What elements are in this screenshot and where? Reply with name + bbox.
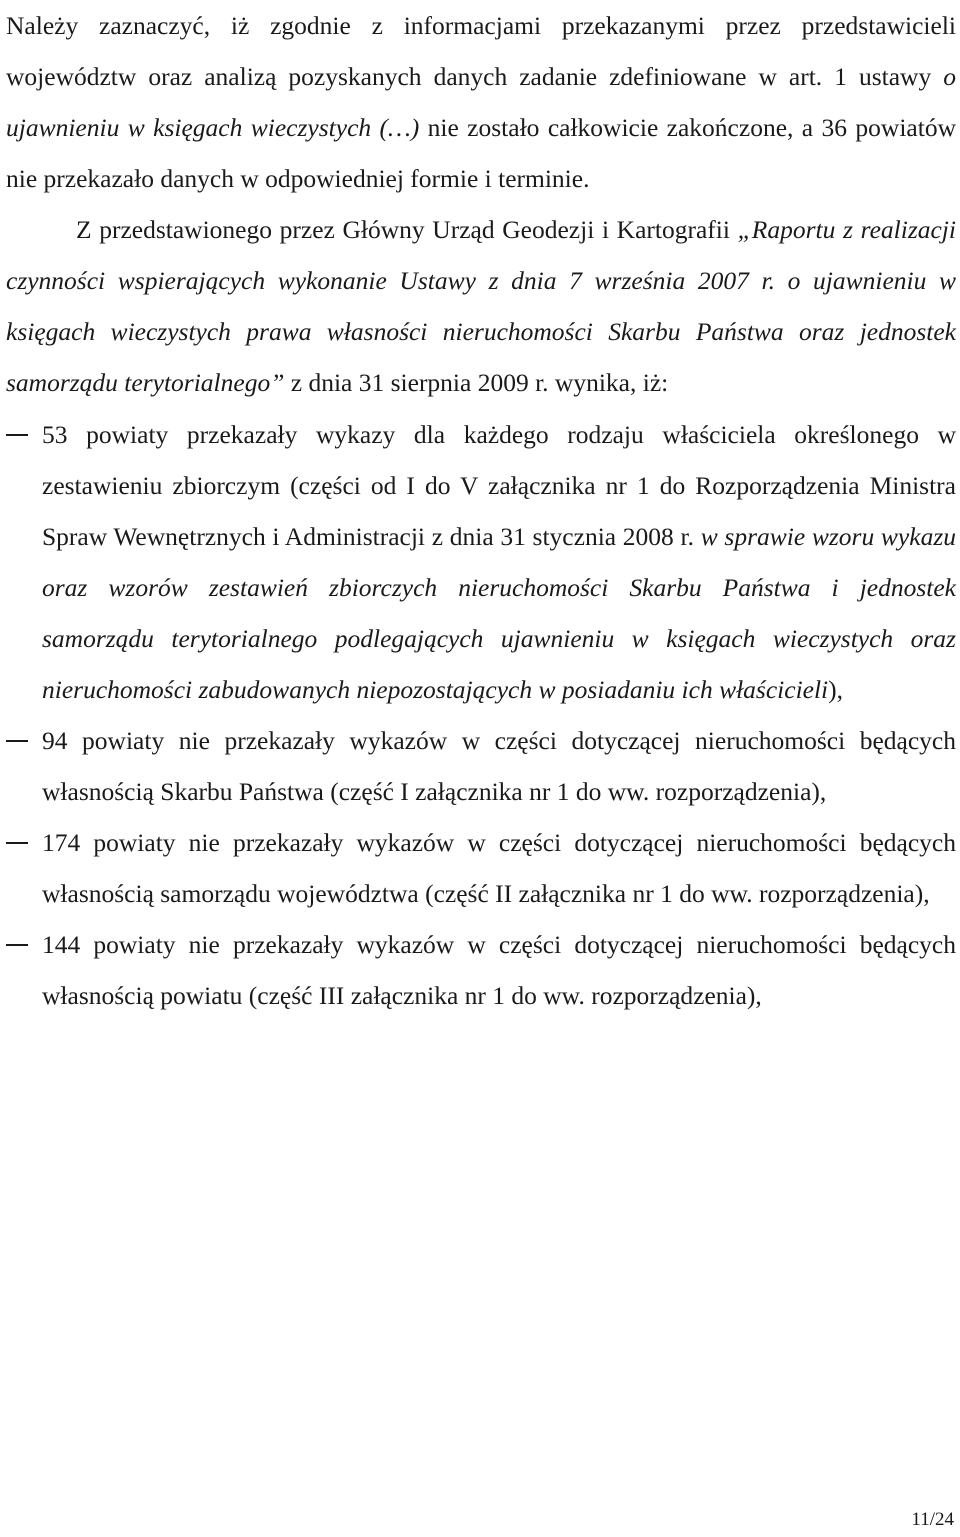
list-item-text: 144 powiaty nie przekazały wykazów w części dotyczącej nieruchomości będących własnością powiatu (część III załącznika nr 1 do ww. rozporządzenia), xyxy=(42,930,956,1010)
paragraph-report xyxy=(6,204,956,408)
list-item xyxy=(6,817,956,919)
list-item-tail: ), xyxy=(828,675,844,704)
paragraph-intro-tail: nie zostało całkowicie zakończone, a 36 powiatów nie przekazało danych w odpowiedniej formie i terminie. xyxy=(6,113,956,193)
paragraph-intro xyxy=(6,0,956,204)
list-item-text: 53 powiaty przekazały wykazy dla każdego rodzaju właściciela określonego w zestawieniu zbiorczym (części od I do V załącznika nr 1 do Rozporządzenia Ministra Spraw Wewnętrznych i Administracji z dnia 31 stycznia 2008 r. xyxy=(42,420,956,551)
dash-bullet-icon xyxy=(6,740,28,742)
list-item xyxy=(6,409,956,715)
paragraph-report-italic: „Raportu z realizacji czynności wspierających wykonanie Ustawy z dnia 7 września 2007 r. o ujawnieniu w księgach wieczystych prawa własności nieruchomości Skarbu Państwa oraz jednostek samorządu terytorialnego” xyxy=(6,215,956,397)
list-item xyxy=(6,919,956,1021)
document-page xyxy=(6,0,956,1021)
dash-bullet-icon xyxy=(6,434,28,436)
paragraph-report-tail: z dnia 31 sierpnia 2009 r. wynika, iż: xyxy=(284,368,669,397)
paragraph-intro-text: Należy zaznaczyć, iż zgodnie z informacjami przekazanymi przez przedstawicieli województw oraz analizą pozyskanych danych zadanie zdefiniowane w art. 1 ustawy xyxy=(6,11,956,91)
paragraph-intro-italic: o ujawnieniu w księgach wieczystych (…) xyxy=(6,62,956,142)
list-item xyxy=(6,715,956,817)
page-number: 11/24 xyxy=(911,1509,954,1530)
dash-bullet-icon xyxy=(6,842,28,844)
list-item-italic: w sprawie wzoru wykazu oraz wzorów zestawień zbiorczych nieruchomości Skarbu Państwa i jednostek samorządu terytorialnego podlegających ujawnieniu w księgach wieczystych oraz nieruchomości zabudowanych niepozostających w posiadaniu ich właścicieli xyxy=(42,522,956,704)
findings-list xyxy=(6,409,956,1021)
dash-bullet-icon xyxy=(6,944,28,946)
paragraph-report-text: Z przedstawionego przez Główny Urząd Geodezji i Kartografii xyxy=(76,215,738,244)
list-item-text: 94 powiaty nie przekazały wykazów w części dotyczącej nieruchomości będących własnością Skarbu Państwa (część I załącznika nr 1 do ww. rozporządzenia), xyxy=(42,726,956,806)
list-item-text: 174 powiaty nie przekazały wykazów w części dotyczącej nieruchomości będących własnością samorządu województwa (część II załącznika nr 1 do ww. rozporządzenia), xyxy=(42,828,956,908)
